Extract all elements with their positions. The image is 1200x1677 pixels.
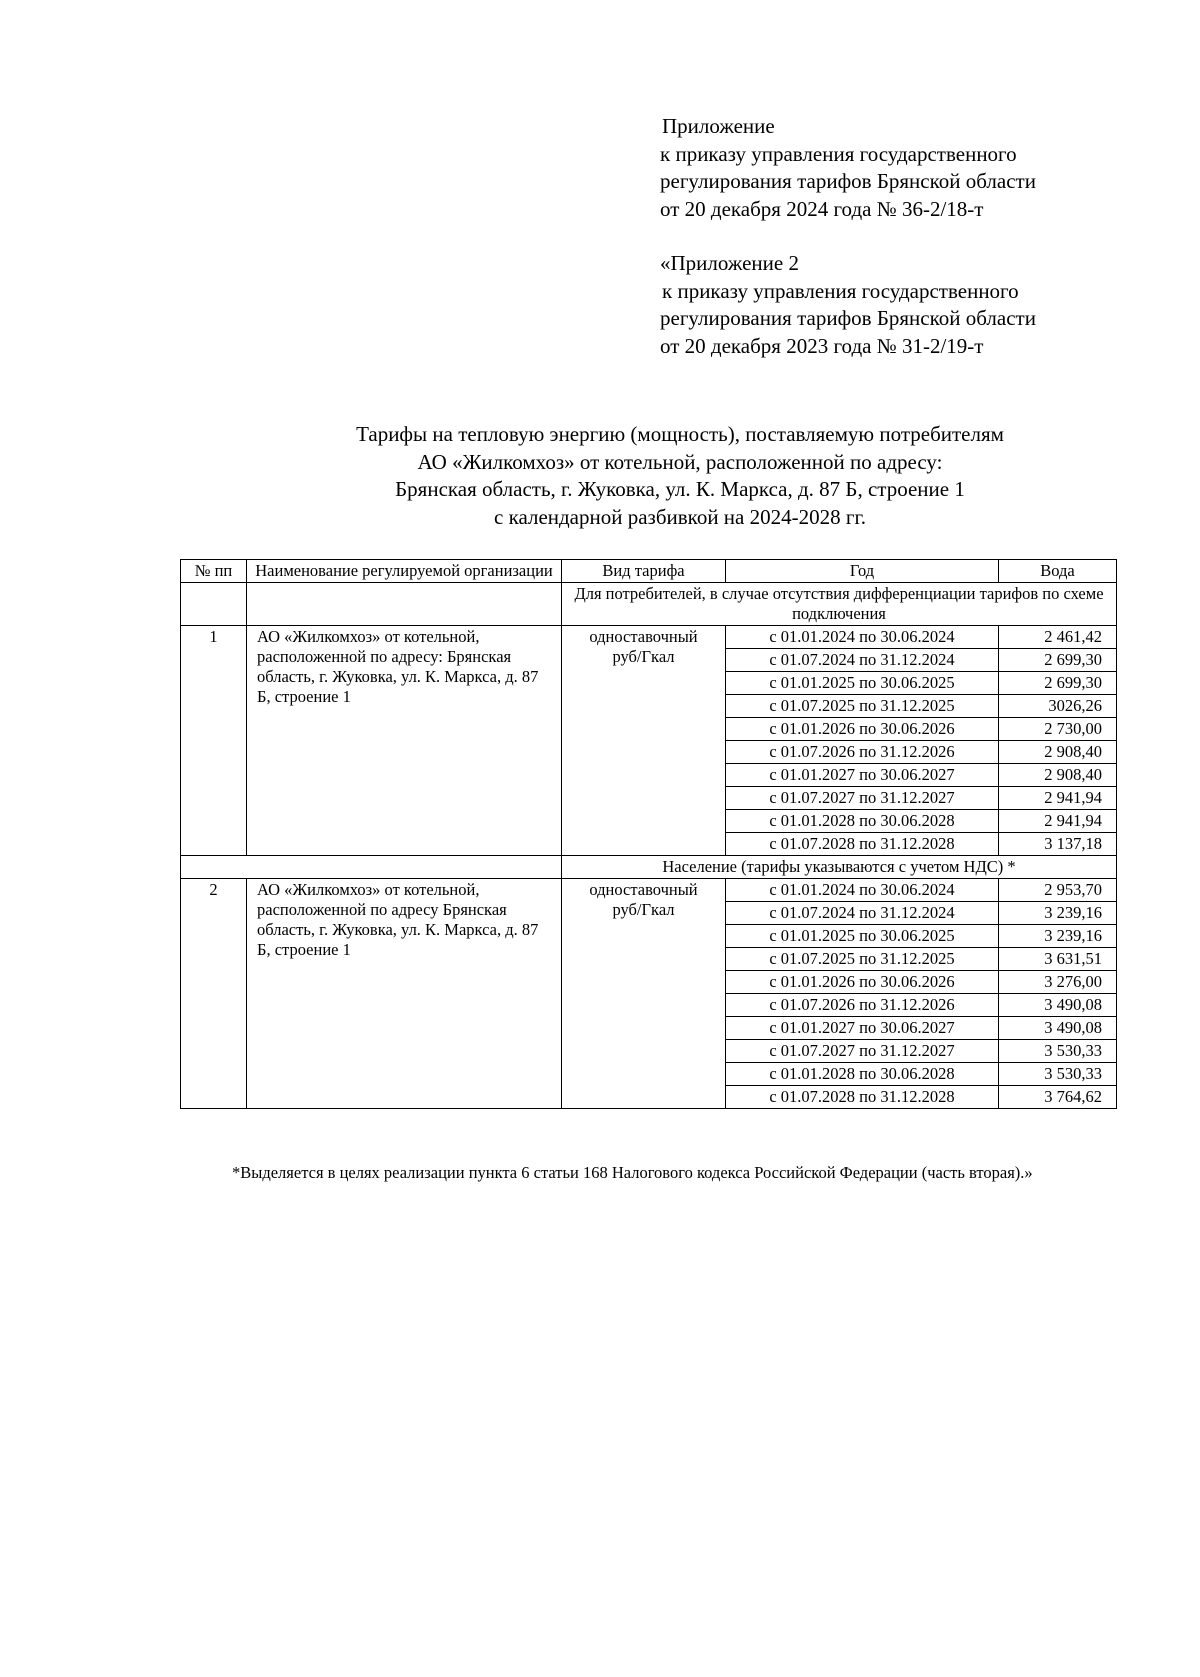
appendix-header xyxy=(660,113,1036,223)
tariff-value: 3 239,16 xyxy=(999,925,1117,948)
organization-name: АО «Жилкомхоз» от котельной, расположенной по адресу: Брянская область, г. Жуковка, ул. К. Маркса, д. 87 Б, строение 1 xyxy=(247,626,562,856)
period-cell: с 01.07.2025 по 31.12.2025 xyxy=(726,695,999,718)
tariff-value: 2 941,94 xyxy=(999,810,1117,833)
period-cell: с 01.07.2024 по 31.12.2024 xyxy=(726,649,999,672)
appendix-line: к приказу управления государственного xyxy=(660,141,1017,166)
tariff-value: 2 908,40 xyxy=(999,741,1117,764)
tariff-value: 2 699,30 xyxy=(999,649,1117,672)
group-1 xyxy=(181,626,1117,856)
tariff-unit: руб/Гкал xyxy=(612,647,675,666)
tariff-value: 2 953,70 xyxy=(999,879,1117,902)
period-cell: с 01.07.2026 по 31.12.2026 xyxy=(726,741,999,764)
tariff-type xyxy=(562,879,726,1109)
organization-name: АО «Жилкомхоз» от котельной, расположенной по адресу Брянская область, г. Жуковка, ул. К. Маркса, д. 87 Б, строение 1 xyxy=(247,879,562,1109)
title-line: Тарифы на тепловую энергию (мощность), поставляемую потребителям xyxy=(356,422,1004,446)
tariff-value: 3 530,33 xyxy=(999,1040,1117,1063)
period-cell: с 01.01.2025 по 30.06.2025 xyxy=(726,672,999,695)
tariff-value: 3026,26 xyxy=(999,695,1117,718)
period-cell: с 01.01.2025 по 30.06.2025 xyxy=(726,925,999,948)
period-cell: с 01.01.2026 по 30.06.2026 xyxy=(726,718,999,741)
tariff-value: 3 137,18 xyxy=(999,833,1117,856)
period-cell: с 01.01.2024 по 30.06.2024 xyxy=(726,879,999,902)
appendix-line: регулирования тарифов Брянской области xyxy=(660,306,1036,330)
tariff-type xyxy=(562,626,726,856)
appendix-line: к приказу управления государственного xyxy=(662,278,1019,303)
appendix-order-ref: от 20 декабря 2024 года № 36-2/18-т xyxy=(660,196,984,221)
period-cell: с 01.01.2026 по 30.06.2026 xyxy=(726,971,999,994)
header-water: Вода xyxy=(999,560,1117,583)
header-org: Наименование регулируемой организации xyxy=(247,560,562,583)
period-cell: с 01.01.2024 по 30.06.2024 xyxy=(726,626,999,649)
tariff-value: 2 941,94 xyxy=(999,787,1117,810)
empty-cell xyxy=(181,856,562,879)
footnote xyxy=(180,1161,1116,1185)
period-cell: с 01.01.2028 по 30.06.2028 xyxy=(726,1063,999,1086)
footnote-text: *Выделяется в целях реализации пункта 6 статьи 168 Налогового кодекса Российской Федерации (часть вторая).» xyxy=(232,1163,1033,1182)
appendix-title: «Приложение 2 xyxy=(660,251,799,275)
table-row xyxy=(181,626,1117,649)
title-line: АО «Жилкомхоз» от котельной, расположенной по адресу: xyxy=(417,449,943,474)
row-number: 1 xyxy=(181,626,247,856)
table-header-row xyxy=(181,560,1117,583)
tariff-table xyxy=(180,559,1117,1109)
section-label: Для потребителей, в случае отсутствия дифференциации тарифов по схеме подключения xyxy=(562,583,1117,626)
row-number: 2 xyxy=(181,879,247,1109)
section-row xyxy=(181,856,1117,879)
appendix-order-ref: от 20 декабря 2023 года № 31-2/19-т xyxy=(660,333,984,358)
period-cell: с 01.01.2027 по 30.06.2027 xyxy=(726,764,999,787)
period-cell: с 01.07.2027 по 31.12.2027 xyxy=(726,787,999,810)
title-line: с календарной разбивкой на 2024-2028 гг. xyxy=(494,504,866,529)
header-year: Год xyxy=(726,560,999,583)
header-num: № пп xyxy=(181,560,247,583)
tariff-type-kind: одноставочный xyxy=(589,627,698,646)
empty-cell xyxy=(181,583,247,626)
empty-cell xyxy=(247,583,562,626)
tariff-value: 2 908,40 xyxy=(999,764,1117,787)
period-cell: с 01.01.2028 по 30.06.2028 xyxy=(726,810,999,833)
group-2 xyxy=(181,879,1117,1109)
document-title xyxy=(180,421,1180,531)
section-label: Население (тарифы указываются с учетом НДС) * xyxy=(562,856,1117,879)
tariff-value: 3 239,16 xyxy=(999,902,1117,925)
section-row xyxy=(181,583,1117,626)
appendix-title: Приложение xyxy=(662,114,775,138)
tariff-unit: руб/Гкал xyxy=(612,900,675,919)
tariff-value: 3 490,08 xyxy=(999,1017,1117,1040)
tariff-value: 2 461,42 xyxy=(999,626,1117,649)
appendix-line: регулирования тарифов Брянской области xyxy=(660,169,1036,193)
header-tariff-type: Вид тарифа xyxy=(562,560,726,583)
period-cell: с 01.07.2028 по 31.12.2028 xyxy=(726,1086,999,1109)
period-cell: с 01.07.2026 по 31.12.2026 xyxy=(726,994,999,1017)
period-cell: с 01.07.2024 по 31.12.2024 xyxy=(726,902,999,925)
title-line: Брянская область, г. Жуковка, ул. К. Маркса, д. 87 Б, строение 1 xyxy=(395,477,965,501)
period-cell: с 01.07.2028 по 31.12.2028 xyxy=(726,833,999,856)
tariff-value: 2 730,00 xyxy=(999,718,1117,741)
tariff-value: 3 276,00 xyxy=(999,971,1117,994)
tariff-value: 3 530,33 xyxy=(999,1063,1117,1086)
tariff-type-kind: одноставочный xyxy=(589,880,698,899)
table-row xyxy=(181,879,1117,902)
tariff-value: 3 631,51 xyxy=(999,948,1117,971)
tariff-value: 3 764,62 xyxy=(999,1086,1117,1109)
period-cell: с 01.01.2027 по 30.06.2027 xyxy=(726,1017,999,1040)
tariff-value: 2 699,30 xyxy=(999,672,1117,695)
period-cell: с 01.07.2027 по 31.12.2027 xyxy=(726,1040,999,1063)
period-cell: с 01.07.2025 по 31.12.2025 xyxy=(726,948,999,971)
previous-appendix-header xyxy=(660,250,1036,360)
tariff-value: 3 490,08 xyxy=(999,994,1117,1017)
